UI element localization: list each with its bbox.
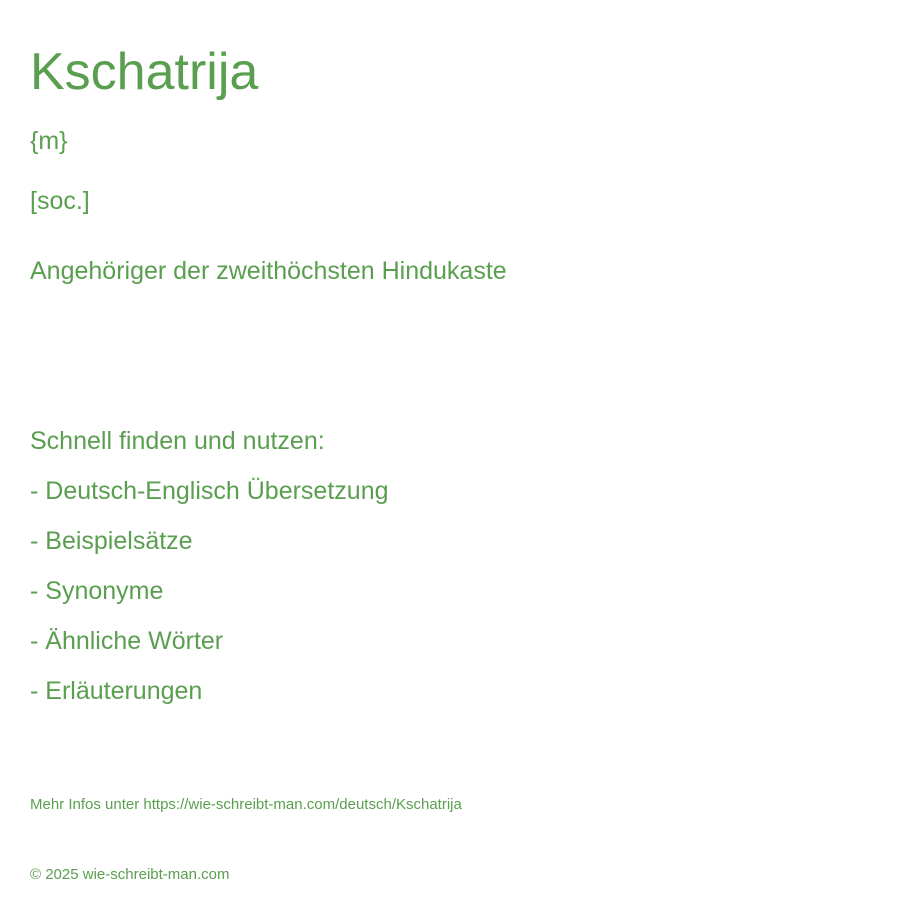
quick-item-example-sentences: - Beispielsätze — [30, 527, 193, 555]
quick-item-explanations: - Erläuterungen — [30, 677, 203, 705]
entry-domain: [soc.] — [30, 187, 90, 215]
copyright-text: © 2025 wie-schreibt-man.com — [30, 866, 230, 883]
quick-item-synonyms: - Synonyme — [30, 577, 164, 605]
quick-item-similar-words: - Ähnliche Wörter — [30, 627, 224, 655]
entry-gender: {m} — [30, 127, 68, 155]
quick-item-translation: - Deutsch-Englisch Übersetzung — [30, 477, 389, 505]
dictionary-card — [30, 0, 870, 900]
quick-heading: Schnell finden und nutzen: — [30, 427, 325, 455]
quick-list — [30, 476, 389, 726]
entry-title: Kschatrija — [30, 43, 259, 101]
entry-definition: Angehöriger der zweithöchsten Hindukaste — [30, 257, 507, 285]
more-info-text: Mehr Infos unter https://wie-schreibt-man.com/deutsch/Kschatrija — [30, 796, 462, 813]
